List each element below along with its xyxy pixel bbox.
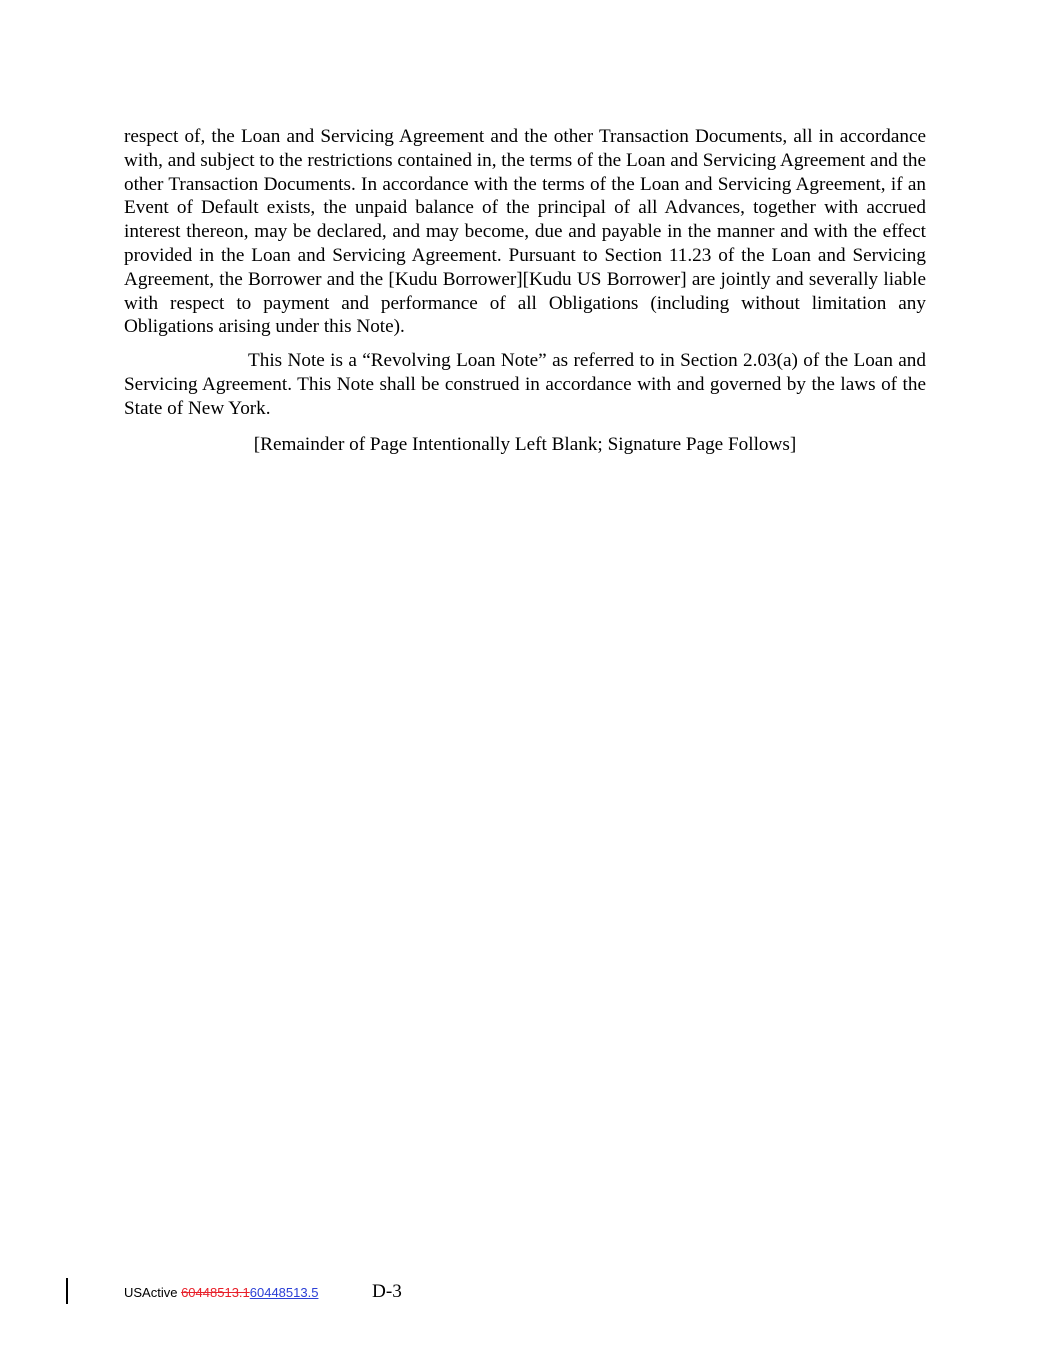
remainder-blank-notice: [Remainder of Page Intentionally Left Blank; Signature Page Follows] [253,433,797,455]
paragraph-obligations: respect of, the Loan and Servicing Agreement and the other Transaction Documents, all in accordance with, and subject to the restrictions contained in, the terms of the Loan and Servicing Agreement and the other Transaction Documents. In accordance with the terms of the Loan and Servicing Agreement, if an Event of Default exists, the unpaid balance of the principal of all Advances, together with accrued interest thereon, may be declared, and may become, due and payable in the manner and with the effect provided in the Loan and Servicing Agreement. Pursuant to Section 11.23 of the Loan and Servicing Agreement, the Borrower and the [Kudu Borrower][Kudu US Borrower] are jointly and severally liable with respect to payment and performance of all Obligations (including without limitation any Obligations arising under this Note). [124,126,926,338]
document-body [124,125,926,456]
footer-document-id [124,1285,318,1301]
footer-deleted-id: 60448513.1 [181,1285,250,1300]
footer-doc-prefix: USActive [124,1285,182,1300]
revision-change-bar [66,1278,68,1304]
page-number: D-3 [372,1281,402,1302]
footer-inserted-id: 60448513.5 [249,1285,319,1300]
paragraph-revolving-loan-note: This Note is a “Revolving Loan Note” as referred to in Section 2.03(a) of the Loan and Servicing Agreement. This Note shall be construed in accordance with and governed by the laws of the State of New York. [124,350,926,419]
